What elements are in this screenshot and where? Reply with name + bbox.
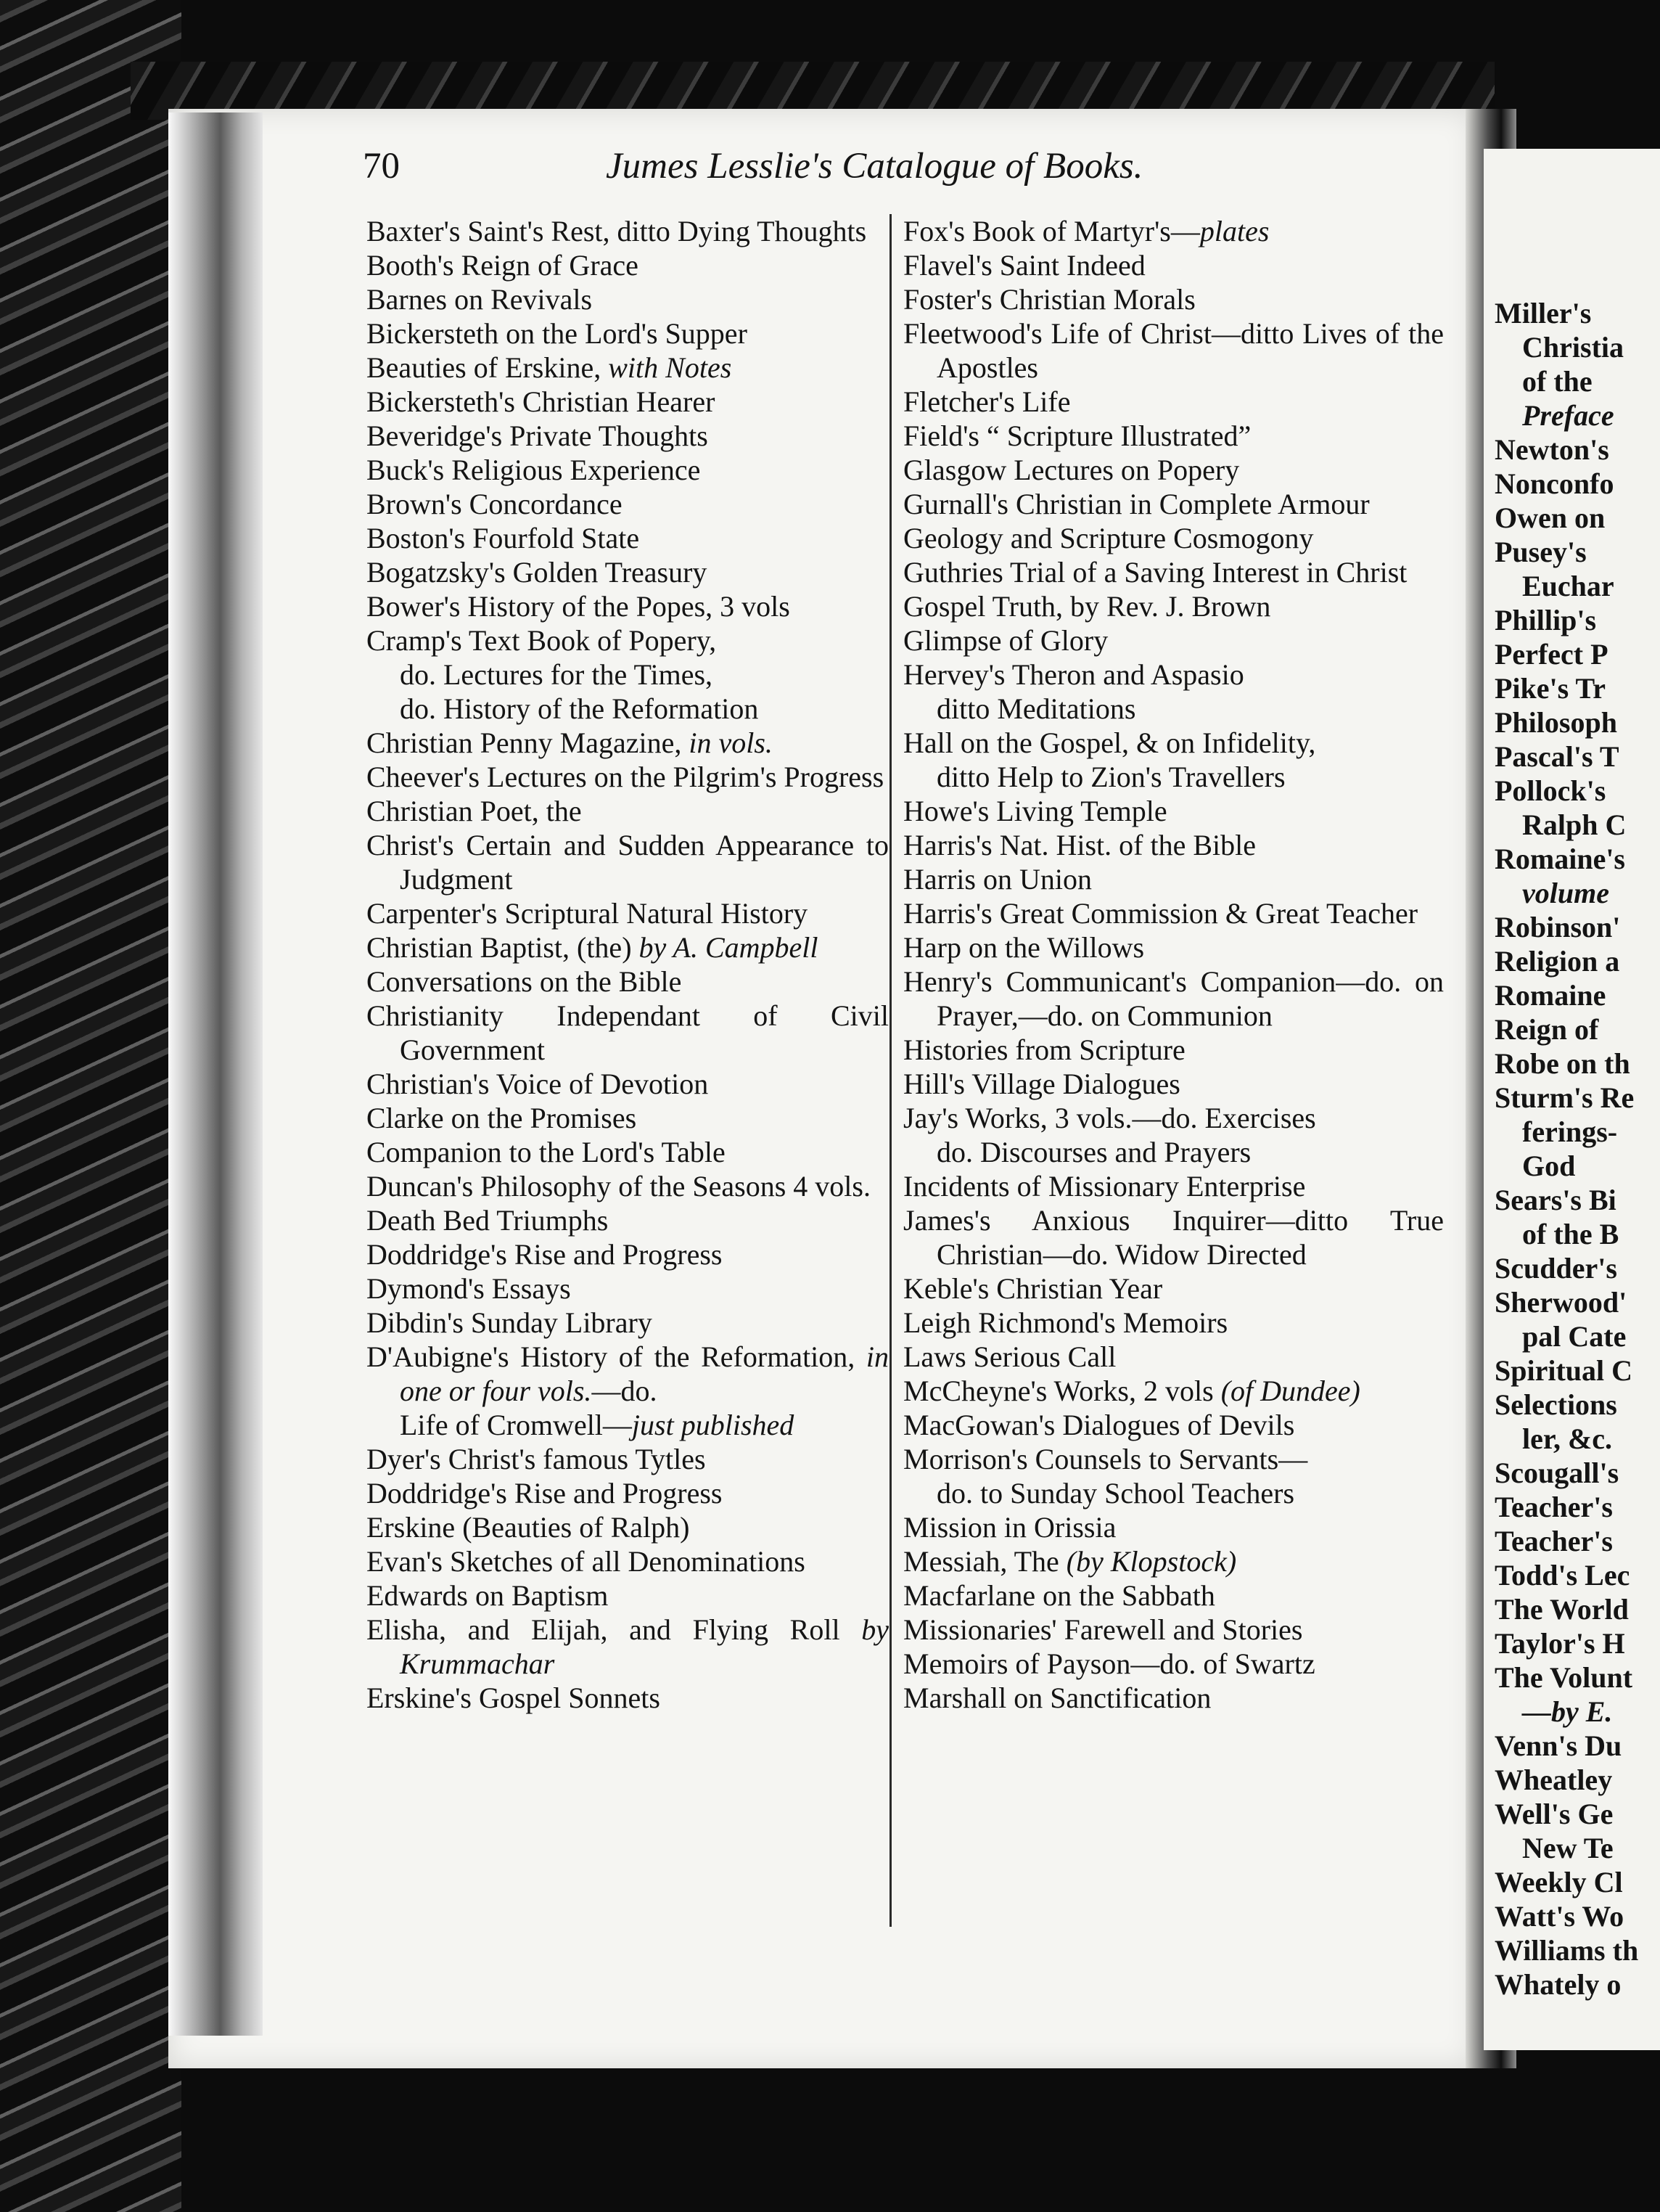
catalogue-column-right [903,214,1444,1715]
facing-page-fragment: Pascal's T [1495,740,1619,773]
catalogue-entry [366,1544,889,1578]
catalogue-entry [903,1613,1444,1647]
entry-title: Bower's History of the Popes, 3 vols [366,590,790,623]
entry-title: do. to Sunday School Teachers [937,1477,1295,1510]
entry-title: Histories from Scripture [903,1033,1186,1066]
entry-title: Christian Poet, the [366,795,582,827]
catalogue-entry [366,1203,889,1237]
entry-title: Booth's Reign of Grace [366,249,638,282]
catalogue-entry [903,658,1444,692]
facing-page-fragment: of the B [1522,1218,1619,1250]
entry-title: Dyer's Christ's famous Tytles [366,1443,706,1475]
catalogue-entry [366,214,889,248]
entry-title: Foster's Christian Morals [903,283,1196,316]
catalogue-entry [366,623,889,658]
facing-page-fragment: Scougall's [1495,1457,1619,1489]
facing-page-fragment: Preface [1522,399,1614,432]
entry-title: Morrison's Counsels to Servants— [903,1443,1308,1475]
entry-title: Leigh Richmond's Memoirs [903,1306,1228,1339]
facing-page-fragment: Sturm's Re [1495,1081,1635,1114]
catalogue-entry [366,282,889,316]
catalogue-entry [366,1613,889,1681]
catalogue-entry [903,521,1444,555]
catalogue-entry [366,351,889,385]
entry-title: Christian Baptist, (the) [366,931,639,964]
catalogue-entry [903,1476,1444,1510]
facing-page-fragment: Teacher's [1495,1491,1613,1523]
column-divider [889,214,892,1927]
catalogue-entry [366,964,889,999]
catalogue-entry [366,1169,889,1203]
entry-title: Death Bed Triumphs [366,1204,609,1237]
catalogue-entry [366,589,889,623]
facing-page-fragment: Todd's Lec [1495,1559,1630,1592]
entry-title: Hill's Village Dialogues [903,1068,1180,1100]
facing-page-fragment: Selections [1495,1388,1617,1421]
entry-title: Mission in Orissia [903,1511,1117,1544]
facing-page-fragment: Perfect P [1495,638,1608,671]
catalogue-entry [903,964,1444,1033]
facing-page-fragment: volume [1522,877,1609,909]
entry-title: Jay's Works, 3 vols.—do. Exercises [903,1102,1316,1134]
entry-title: Elisha, and Elijah, and Flying Roll [366,1613,862,1646]
catalogue-entry [903,1067,1444,1101]
catalogue-entry [903,1578,1444,1613]
catalogue-entry [903,248,1444,282]
catalogue-entry [366,1135,889,1169]
entry-italic-note: (by Klopstock) [1066,1545,1237,1578]
entry-title: Macfarlane on the Sabbath [903,1579,1215,1612]
entry-title: Clarke on the Promises [366,1102,637,1134]
facing-page-fragment: of the [1522,365,1593,398]
entry-title: MacGowan's Dialogues of Devils [903,1409,1295,1441]
facing-page-fragment: —by E. [1522,1695,1613,1728]
catalogue-entry [903,1101,1444,1135]
catalogue-entry [366,658,889,692]
facing-page-fragment: Sherwood' [1495,1286,1627,1319]
entry-title: Dymond's Essays [366,1272,571,1305]
facing-page-fragment: Romaine's [1495,843,1625,875]
entry-title: Cramp's Text Book of Popery, [366,624,717,657]
catalogue-entry [903,385,1444,419]
facing-page-fragment: Romaine [1495,979,1606,1012]
catalogue-entry [366,1340,889,1408]
entry-italic-note: (of Dundee) [1220,1375,1360,1407]
running-header [363,145,1378,203]
facing-page-fragment: Pusey's [1495,536,1587,568]
entry-title: Boston's Fourfold State [366,522,640,554]
entry-title: Harris's Great Commission & Great Teacher [903,897,1418,930]
entry-title: Conversations on the Bible [366,965,682,998]
catalogue-entry [903,555,1444,589]
entry-title: Fletcher's Life [903,385,1071,418]
entry-title: ditto Meditations [937,692,1136,725]
facing-page-fragment: Whately o [1495,1968,1622,2001]
catalogue-entry [366,555,889,589]
catalogue-entry [903,1340,1444,1374]
page-title: Jumes Lesslie's Catalogue of Books. [606,146,1143,187]
catalogue-entry [366,1510,889,1544]
catalogue-entry [366,453,889,487]
entry-title: Incidents of Missionary Enterprise [903,1170,1306,1203]
entry-title: Hall on the Gospel, & on Infidelity, [903,726,1316,759]
entry-title: Memoirs of Payson—do. of Swartz [903,1647,1315,1680]
facing-page-fragment: The Volunt [1495,1661,1633,1694]
catalogue-entry [366,1271,889,1306]
entry-title: Keble's Christian Year [903,1272,1163,1305]
entry-title: Evan's Sketches of all Denominations [366,1545,805,1578]
catalogue-entry [903,316,1444,385]
entry-italic-note: in one or four vols. [400,1340,889,1407]
facing-page-fragment: pal Cate [1522,1320,1627,1353]
entry-title: Bickersteth's Christian Hearer [366,385,715,418]
catalogue-entry [366,316,889,351]
entry-title: Christian Penny Magazine, [366,726,689,759]
catalogue-entry [903,1135,1444,1169]
entry-title: D'Aubigne's History of the Reformation, [366,1340,866,1373]
entry-title: Guthries Trial of a Saving Interest in Christ [903,556,1408,589]
catalogue-entry [903,453,1444,487]
catalogue-entry [366,487,889,521]
entry-title: Glimpse of Glory [903,624,1109,657]
entry-title: Beveridge's Private Thoughts [366,419,708,452]
facing-page-fragment: Philosoph [1495,706,1617,739]
facing-page-fragment: New Te [1522,1832,1614,1864]
catalogue-entry [903,828,1444,862]
entry-title: Hervey's Theron and Aspasio [903,658,1244,691]
entry-italic-note: with Notes [608,351,732,384]
entry-title: Field's “ Scripture Illustrated” [903,419,1252,452]
entry-title: Bickersteth on the Lord's Supper [366,317,747,350]
catalogue-entry [366,1101,889,1135]
catalogue-entry [903,1033,1444,1067]
entry-italic-note: by Krummachar [400,1613,889,1680]
catalogue-entry [366,726,889,760]
catalogue-entry [903,589,1444,623]
entry-title: Christianity Independant of Civil Government [366,999,889,1066]
entry-title: Doddridge's Rise and Progress [366,1477,723,1510]
entry-title: Dibdin's Sunday Library [366,1306,652,1339]
catalogue-entry [366,1578,889,1613]
entry-title: Fox's Book of Martyr's— [903,215,1200,247]
entry-title: Gospel Truth, by Rev. J. Brown [903,590,1271,623]
entry-title: Edwards on Baptism [366,1579,609,1612]
catalogue-column-left [366,214,889,1715]
catalogue-entry [366,896,889,930]
facing-page-fragment: Nonconfo [1495,467,1614,500]
page-edge-shadow [168,112,263,2036]
facing-page-fragment: Williams th [1495,1934,1639,1967]
entry-title: do. Discourses and Prayers [937,1136,1252,1168]
catalogue-entry [366,1442,889,1476]
facing-page-fragment: Newton's [1495,433,1609,466]
facing-page-fragment: Wheatley [1495,1764,1613,1796]
catalogue-entry [903,692,1444,726]
facing-page-fragment: The World [1495,1593,1629,1626]
entry-title: Erskine's Gospel Sonnets [366,1681,660,1714]
facing-page-fragment: Spiritual C [1495,1354,1633,1387]
entry-title: do. Lectures for the Times, [400,658,713,691]
entry-italic-note: by A. Campbell [638,931,818,964]
entry-title: Howe's Living Temple [903,795,1167,827]
facing-page-fragment: Scudder's [1495,1252,1617,1285]
catalogue-entry [903,1374,1444,1408]
facing-page-fragment: Religion a [1495,945,1620,978]
entry-title: Cheever's Lectures on the Pilgrim's Progress [366,761,884,793]
catalogue-entry [366,1067,889,1101]
entry-title: Companion to the Lord's Table [366,1136,726,1168]
catalogue-entry [366,1681,889,1715]
entry-title: Erskine (Beauties of Ralph) [366,1511,690,1544]
entry-italic-note: just published [631,1409,794,1441]
catalogue-entry [903,1306,1444,1340]
entry-title: Christ's Certain and Sudden Appearance to Judgment [366,829,889,896]
facing-page-fragment: Venn's Du [1495,1729,1622,1762]
facing-page-fragment: Phillip's [1495,604,1597,636]
entry-title: Marshall on Sanctification [903,1681,1212,1714]
catalogue-entry [366,1306,889,1340]
catalogue-entry [903,930,1444,964]
facing-page-fragment: Christia [1522,331,1624,364]
catalogue-entry [903,726,1444,760]
entry-title: Baxter's Saint's Rest, ditto Dying Thoughts [366,215,867,247]
entry-title: do. History of the Reformation [400,692,759,725]
facing-page-fragment: God [1522,1150,1576,1182]
catalogue-entry [366,1237,889,1271]
catalogue-entry [903,214,1444,248]
facing-page-fragment: Watt's Wo [1495,1900,1624,1933]
entry-title: Christian's Voice of Devotion [366,1068,709,1100]
catalogue-entry [903,760,1444,794]
facing-page-fragment: ferings- [1522,1115,1618,1148]
entry-tail: —do. [591,1375,657,1407]
catalogue-entry [366,760,889,794]
catalogue-entry [903,1681,1444,1715]
entry-title: Laws Serious Call [903,1340,1117,1373]
entry-title: Fleetwood's Life of Christ—ditto Lives of the Apostles [903,317,1444,384]
facing-page-fragment: Pike's Tr [1495,672,1606,705]
entry-title: Carpenter's Scriptural Natural History [366,897,808,930]
catalogue-entry [366,248,889,282]
catalogue-entry [366,794,889,828]
entry-title: Harris's Nat. Hist. of the Bible [903,829,1257,861]
marbled-cover-board [0,0,181,2212]
entry-title: ditto Help to Zion's Travellers [937,761,1286,793]
facing-page-fragment: Miller's [1495,297,1592,329]
catalogue-entry [903,1544,1444,1578]
catalogue-entry [366,930,889,964]
entry-title: Geology and Scripture Cosmogony [903,522,1314,554]
facing-page-fragment: Taylor's H [1495,1627,1625,1660]
entry-title: Brown's Concordance [366,488,622,520]
catalogue-entry [903,487,1444,521]
entry-title: Glasgow Lectures on Popery [903,454,1240,486]
catalogue-entry [366,999,889,1067]
entry-title: Messiah, The [903,1545,1067,1578]
catalogue-entry [903,896,1444,930]
facing-page-column [1495,296,1660,2002]
catalogue-entry [366,385,889,419]
catalogue-entry [366,521,889,555]
facing-page-fragment: Pollock's [1495,774,1606,807]
entry-title: Duncan's Philosophy of the Seasons 4 vols. [366,1170,871,1203]
facing-page-fragment: Sears's Bi [1495,1184,1616,1216]
entry-title: Harp on the Willows [903,931,1145,964]
catalogue-entry [903,1408,1444,1442]
facing-page-fragment: Reign of [1495,1013,1599,1046]
facing-page-fragment: Robinson' [1495,911,1621,943]
entry-title: James's Anxious Inquirer—ditto True Christian—do. Widow Directed [903,1204,1444,1271]
entry-title: Barnes on Revivals [366,283,593,316]
catalogue-entry [903,282,1444,316]
facing-page-fragment: Ralph C [1522,808,1627,841]
facing-page-fragment: Euchar [1522,570,1614,602]
catalogue-entry [903,419,1444,453]
entry-italic-note: in vols. [689,726,773,759]
entry-title: Missionaries' Farewell and Stories [903,1613,1303,1646]
page-number: 70 [363,146,400,187]
entry-title: Flavel's Saint Indeed [903,249,1146,282]
entry-title: Harris on Union [903,863,1092,896]
facing-page-fragment: Owen on [1495,501,1606,534]
entry-title: Gurnall's Christian in Complete Armour [903,488,1370,520]
catalogue-entry [903,1203,1444,1271]
catalogue-entry [903,1271,1444,1306]
entry-title: Life of Cromwell— [400,1409,632,1441]
entry-italic-note: plates [1199,215,1270,247]
facing-page-fragment: ler, &c. [1522,1422,1613,1455]
catalogue-entry [903,862,1444,896]
entry-title: McCheyne's Works, 2 vols [903,1375,1221,1407]
catalogue-entry [366,1408,889,1442]
catalogue-entry [903,1442,1444,1476]
facing-page-fragment: Robe on th [1495,1047,1630,1080]
facing-page-fragment: Well's Ge [1495,1798,1614,1830]
catalogue-entry [366,692,889,726]
entry-title: Doddridge's Rise and Progress [366,1238,723,1271]
catalogue-entry [903,623,1444,658]
entry-title: Bogatzsky's Golden Treasury [366,556,707,589]
catalogue-entry [903,1169,1444,1203]
catalogue-entry [366,828,889,896]
catalogue-entry [903,794,1444,828]
catalogue-entry [903,1510,1444,1544]
entry-title: Beauties of Erskine, [366,351,609,384]
entry-title: Henry's Communicant's Companion—do. on Prayer,—do. on Communion [903,965,1444,1032]
catalogue-entry [366,419,889,453]
catalogue-entry [366,1476,889,1510]
facing-page-fragment: Weekly Cl [1495,1866,1623,1898]
entry-title: Buck's Religious Experience [366,454,701,486]
catalogue-entry [903,1647,1444,1681]
facing-page-fragment: Teacher's [1495,1525,1613,1557]
